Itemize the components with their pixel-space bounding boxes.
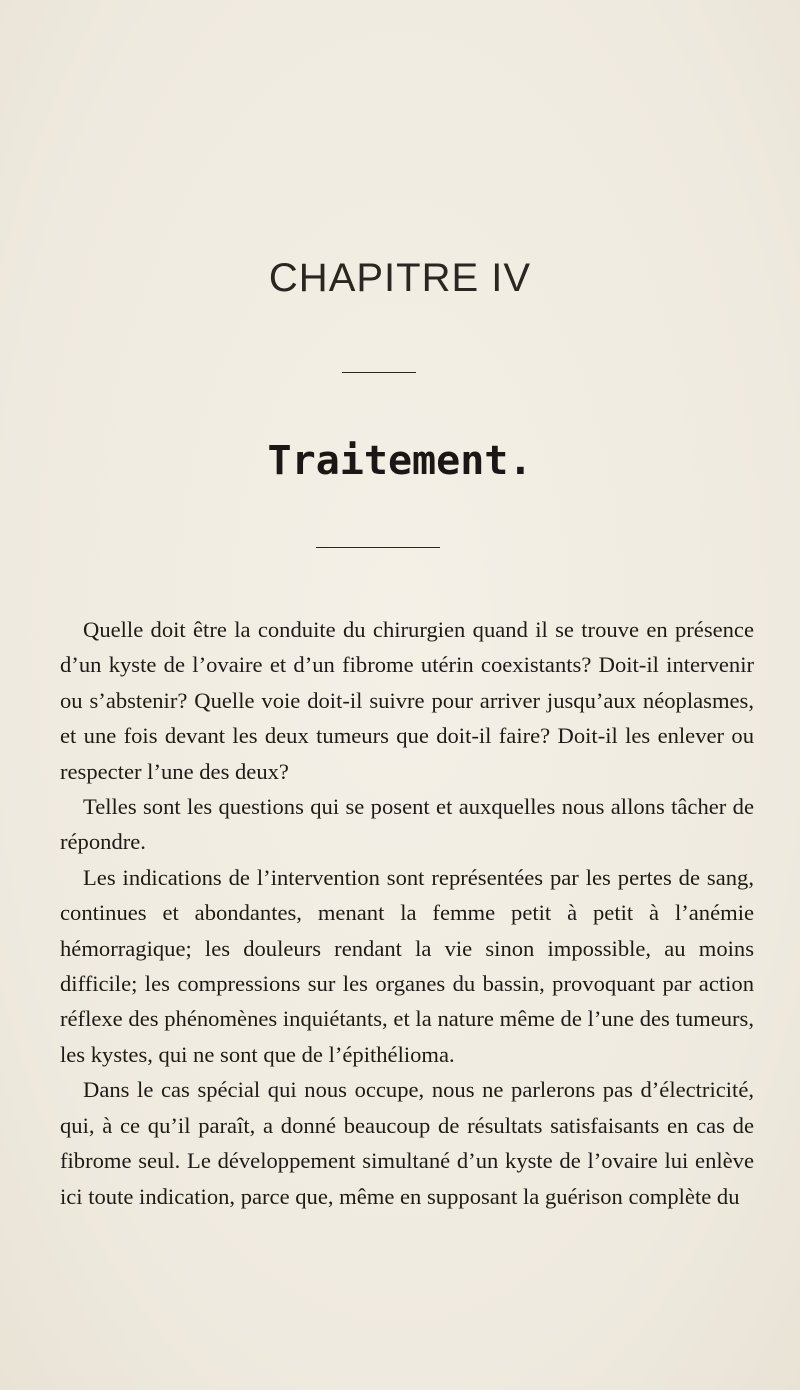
chapter-heading: CHAPITRE IV — [268, 256, 532, 300]
paragraph-questions: Quelle doit être la conduite du chirurgien quand il se trouve en présence d’un kyste de l’ovaire et d’un fibrome utérin coexistants? Doit-il intervenir ou s’abstenir? Quelle voie doit-il suivre pour arriver jusqu’aux néoplasmes, et une fois devant les deux tumeurs que doit-il faire? Doit-il les enlever ou respecter l’une des deux? — [60, 617, 754, 784]
body-text — [60, 612, 754, 1214]
paragraph-indications: Les indications de l’intervention sont représentées par les pertes de sang, continues et abondantes, menant la femme petit à petit à l’anémie hémorragique; les douleurs rendant la vie sinon impossible, au moins difficile; les compressions sur les organes du bassin, provoquant par action réflexe des phénomènes inquiétants, et la nature même de l’une des tumeurs, les kystes, qui ne sont que de l’épithélioma. — [60, 864, 754, 1067]
paragraph-intro: Telles sont les questions qui se posent et auxquelles nous allons tâcher de répondre. — [60, 794, 754, 855]
paragraph-electricity: Dans le cas spécial qui nous occupe, nous ne parlerons pas d’électricité, qui, à ce qu’il paraît, a donné beaucoup de résultats satisfaisants en cas de fibrome seul. Le développement simultané d’un kyste de l’ovaire lui enlève ici toute indication, parce que, même en supposant la guérison complète du — [60, 1077, 754, 1209]
divider-rule-bottom — [316, 547, 440, 548]
divider-rule-top — [342, 372, 416, 373]
section-title: Traitement. — [267, 438, 533, 484]
